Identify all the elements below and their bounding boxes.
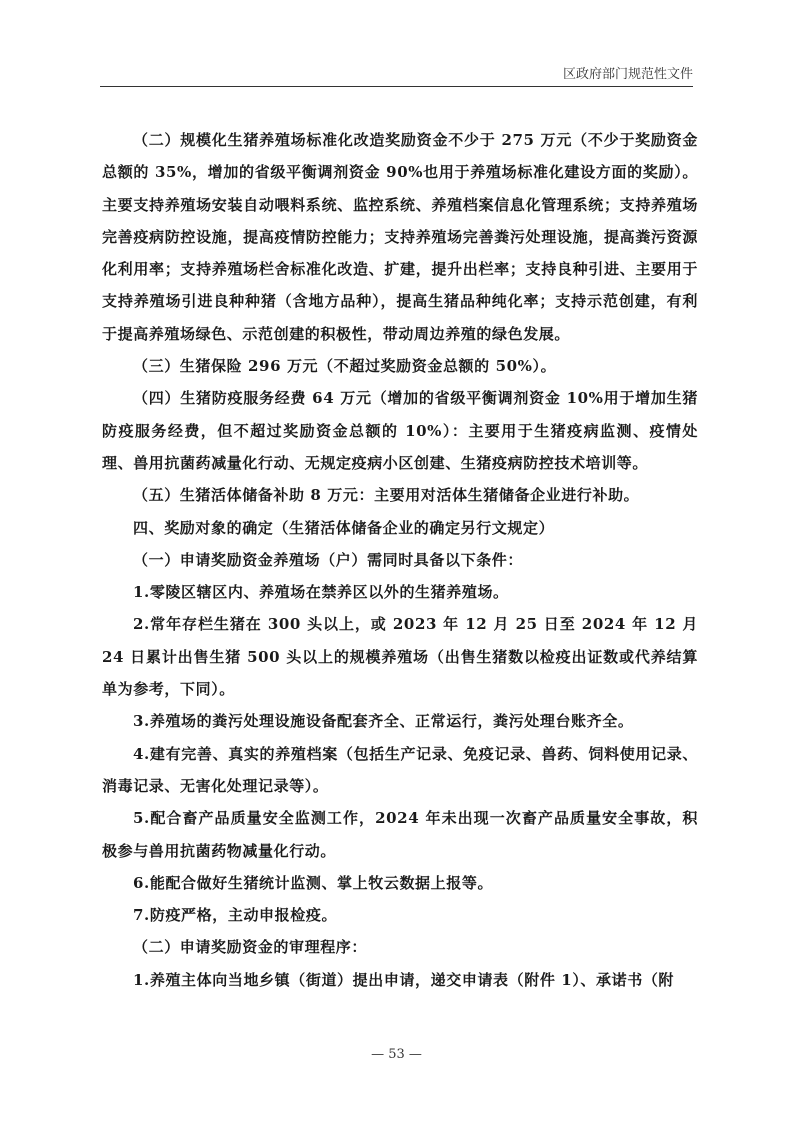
section-heading-reward-recipients: 四、奖励对象的确定（生猪活体储备企业的确定另行文规定）: [133, 518, 555, 537]
condition-item-5: 5.配合畜产品质量安全监测工作，2024 年未出现一次畜产品质量安全事故，积极参与兽用抗菌药物减量化行动。: [102, 809, 698, 860]
condition-item-6: 6.能配合做好生猪统计监测、掌上牧云数据上报等。: [133, 873, 494, 892]
subheading-review-procedure: （二）申请奖励资金的审理程序：: [133, 938, 368, 957]
procedure-item-1: 1.养殖主体向当地乡镇（街道）提出申请，递交申请表（附件 1）、承诺书（附: [133, 970, 675, 989]
condition-item-2: 2.常年存栏生猪在 300 头以上，或 2023 年 12 月 25 日至 2024 年 12 月 24 日累计出售生猪 500 头以上的规模养殖场（出售生猪数以检疫出证数或代养结算单为参考，下同）。: [102, 615, 698, 699]
paragraph-live-reserve-subsidy: （五）生猪活体储备补助 8 万元：主要用对活体生猪储备企业进行补助。: [133, 486, 640, 505]
page-number: — 53 —: [371, 1047, 422, 1062]
condition-item-1: 1.零陵区辖区内、养殖场在禁养区以外的生猪养殖场。: [133, 583, 509, 602]
paragraph-reward-standardization: （二）规模化生猪养殖场标准化改造奖励资金不少于 275 万元（不少于奖励资金总额的 35%，增加的省级平衡调剂资金 90%也用于养殖场标准化建设方面的奖励）。主要支持养殖场安装自动喂料系统、监控系统、养殖档案信息化管理系统；支持养殖场完善疫病防控设施，提高疫情防控能力；支持养殖场完善粪污处理设施，提高粪污资源化利用率；支持养殖场栏舍标准化改造、扩建，提升出栏率；支持良种引进、主要用于支持养殖场引进良种种猪（含地方品种），提高生猪品种纯化率；支持示范创建，有利于提高养殖场绿色、示范创建的积极性，带动周边养殖的绿色发展。: [102, 131, 698, 343]
paragraph-epidemic-prevention-funds: （四）生猪防疫服务经费 64 万元（增加的省级平衡调剂资金 10%用于增加生猪防疫服务经费，但不超过奖励资金总额的 10%）：主要用于生猪疫病监测、疫情处理、兽用抗菌药减量化行动、无规定疫病小区创建、生猪疫病防控技术培训等。: [102, 389, 698, 472]
condition-item-4: 4.建有完善、真实的养殖档案（包括生产记录、免疫记录、兽药、饲料使用记录、消毒记录、无害化处理记录等）。: [102, 744, 698, 795]
header-divider: [100, 86, 693, 87]
document-body: [102, 124, 698, 996]
condition-item-7: 7.防疫严格，主动申报检疫。: [133, 906, 338, 925]
condition-item-3: 3.养殖场的粪污处理设施设备配套齐全、正常运行，粪污处理台账齐全。: [133, 712, 634, 731]
document-header-title: 区政府部门规范性文件: [562, 67, 693, 82]
paragraph-pig-insurance: （三）生猪保险 296 万元（不超过奖励资金总额的 50%）。: [133, 357, 557, 376]
subheading-conditions: （一）申请奖励资金养殖场（户）需同时具备以下条件：: [133, 550, 524, 569]
